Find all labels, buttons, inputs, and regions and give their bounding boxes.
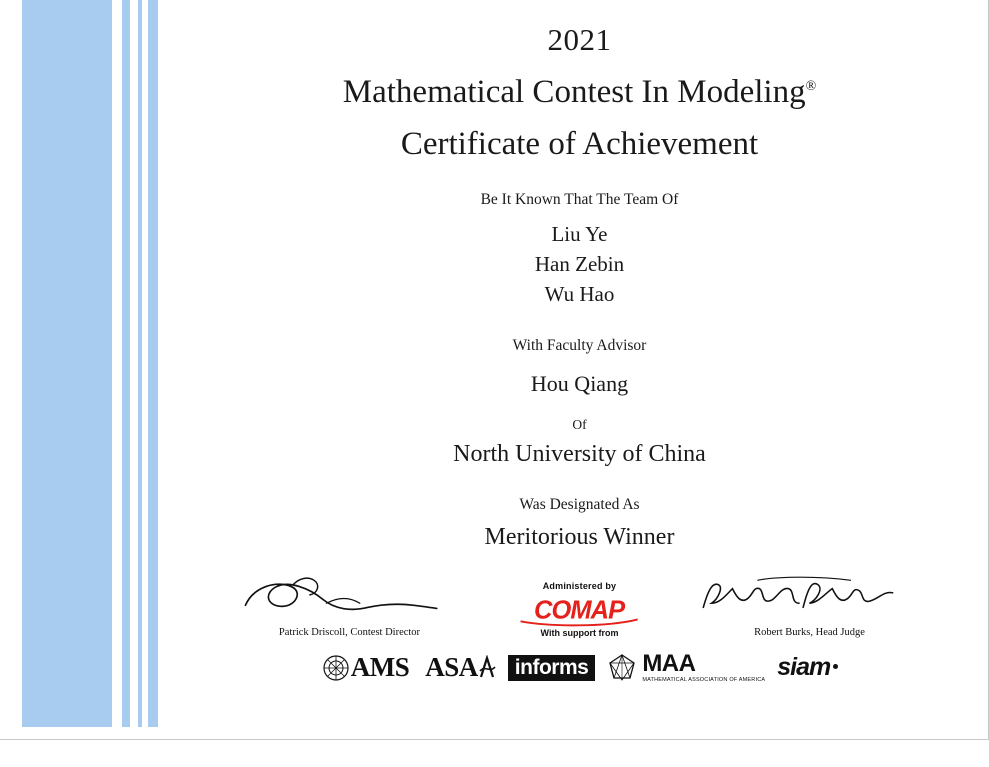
ams-emblem-icon xyxy=(321,653,351,683)
signature-block-contest-director xyxy=(235,572,465,638)
institution-name: North University of China xyxy=(453,441,706,467)
contest-title-text: Mathematical Contest In Modeling xyxy=(342,74,806,110)
administrator-block xyxy=(505,581,655,638)
team-member: Liu Ye xyxy=(551,222,608,246)
registered-trademark-mark: ® xyxy=(805,79,817,94)
comap-logo-icon xyxy=(513,593,645,627)
advisor-name: Hou Qiang xyxy=(530,371,629,396)
certificate-subtitle: Certificate of Achievement xyxy=(400,126,759,162)
maa-logo xyxy=(607,652,765,683)
asa-label: ASA xyxy=(425,652,478,682)
advisor-label: With Faculty Advisor xyxy=(512,337,647,354)
informs-label: informs xyxy=(508,655,596,681)
asa-mark-icon xyxy=(478,655,496,681)
signature-patrick-driscoll-icon xyxy=(235,572,443,624)
contest-year: 2021 xyxy=(547,22,612,57)
maa-label: MAA xyxy=(642,650,696,677)
contest-title xyxy=(170,74,989,111)
blue-bar-thin-2 xyxy=(138,0,142,727)
ams-label: AMS xyxy=(350,652,410,682)
sponsor-logo-row xyxy=(170,652,989,683)
signature-row xyxy=(170,572,989,638)
certificate-content xyxy=(170,0,989,551)
with-support-from-label: With support from xyxy=(540,628,619,638)
signature-robert-burks-icon xyxy=(695,572,903,624)
team-members-list xyxy=(170,219,989,309)
designation-label: Was Designated As xyxy=(519,496,640,513)
signature-block-head-judge xyxy=(695,572,925,638)
team-member: Han Zebin xyxy=(534,252,625,276)
informs-logo xyxy=(508,655,596,681)
siam-dot-icon xyxy=(833,664,838,669)
blue-bar-thin-3 xyxy=(148,0,158,727)
siam-logo xyxy=(777,653,838,682)
blue-bar-thin-1 xyxy=(122,0,130,727)
maa-icosahedron-icon xyxy=(607,653,637,683)
of-label: Of xyxy=(572,417,587,432)
decorative-blue-bars xyxy=(0,0,160,727)
blue-bar-wide xyxy=(22,0,112,727)
svg-text:COMAP: COMAP xyxy=(534,596,625,625)
siam-label: siam xyxy=(777,653,831,681)
asa-logo xyxy=(421,652,496,683)
signature-caption: Patrick Driscoll, Contest Director xyxy=(278,627,421,638)
ams-logo xyxy=(321,652,410,683)
administered-by-label: Administered by xyxy=(542,581,617,591)
signature-caption: Robert Burks, Head Judge xyxy=(754,627,865,638)
team-intro-label: Be It Known That The Team Of xyxy=(480,191,679,208)
award-title: Meritorious Winner xyxy=(484,524,675,550)
team-member: Wu Hao xyxy=(544,282,615,306)
maa-subtitle: MATHEMATICAL ASSOCIATION OF AMERICA xyxy=(642,677,766,683)
